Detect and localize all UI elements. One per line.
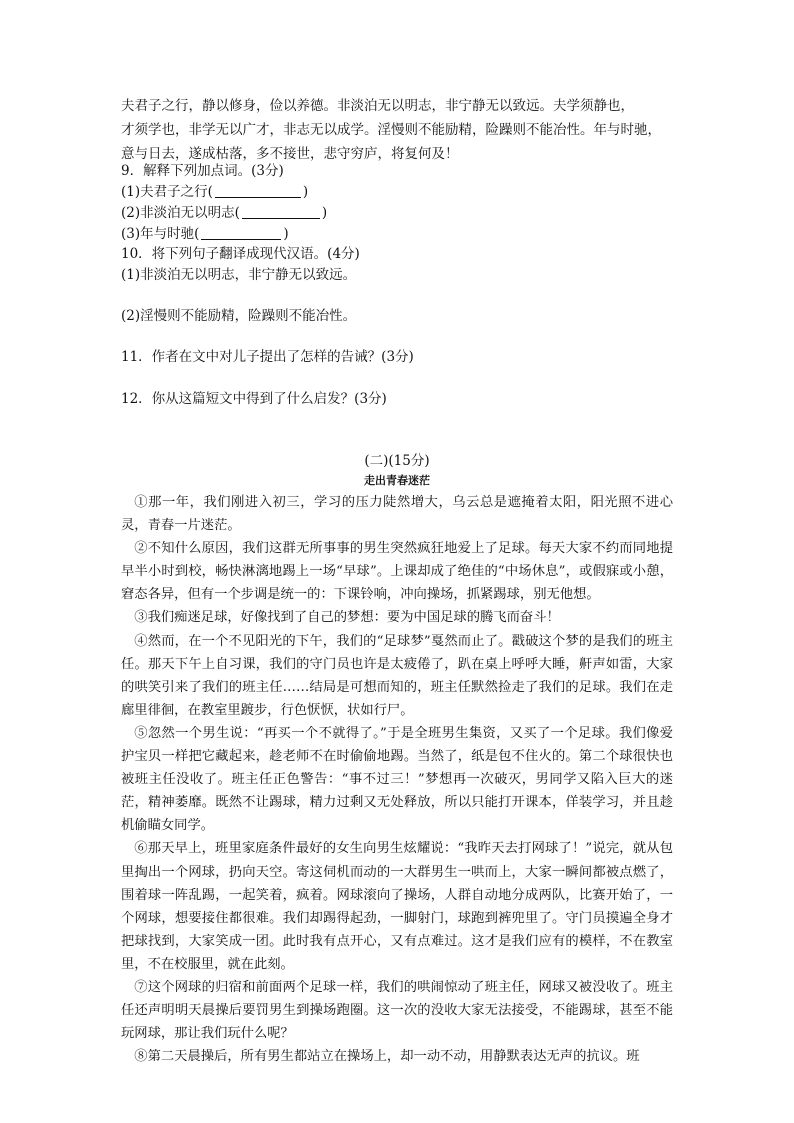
paragraph: ⑦这个网球的归宿和前面两个足球一样，我们的哄闹惊动了班主任，网球又被没收了。班主任还声明明天晨操后要罚男生到操场跑圈。这一次的没收大家无法接受，不能踢球，甚至不能玩网球，那让我们玩什么呢？ xyxy=(121,979,673,1042)
answer-blank[interactable] xyxy=(242,204,320,219)
paragraph: ③我们痴迷足球，好像找到了自己的梦想：要为中国足球的腾飞而奋斗！ xyxy=(134,610,560,626)
answer-blank[interactable] xyxy=(215,183,301,198)
passage-line: 才须学也，非学无以广才，非志无以成学。淫慢则不能励精，险躁则不能冶性。年与时驰， xyxy=(121,122,661,138)
close-paren: ) xyxy=(321,205,328,221)
item-text: (2)非淡泊无以明志( xyxy=(121,205,240,221)
paragraph: ⑥那天早上，班里家庭条件最好的女生向男生炫耀说：“我昨天去打网球了！”说完，就从包里掏出一个网球，扔向天空。寄这伺机而动的一大群男生一哄而上，大家一瞬间都被点燃了，围着球一阵乱踢，一起笑着，疯着。网球滚向了操场，人群自动地分成两队，比赛开始了，一个网球，想要接住都很难。我们却踢得起劲，一脚射门，球跑到裤兜里了。守门员摸遍全身才把球找到，大家笑成一团。此时我有点开心，又有点难过。这才是我们应有的模样，不在教室里，不在校服里，就在此刻。 xyxy=(121,841,673,972)
question-9-item-3 xyxy=(121,224,289,244)
question-10-item-1: (1)非淡泊无以明志，非宁静无以致远。 xyxy=(121,267,357,283)
section-heading: (二)(15分) xyxy=(364,453,430,469)
answer-blank[interactable] xyxy=(201,225,281,240)
article-body xyxy=(121,491,673,1068)
passage-line: 夫君子之行，静以修身，俭以养德。非淡泊无以明志，非宁静无以致远。夫学须静也， xyxy=(121,98,634,114)
classical-passage xyxy=(121,94,673,166)
question-9-item-1 xyxy=(121,182,308,202)
close-paren: ) xyxy=(302,184,309,200)
question-11: 11．作者在文中对儿子提出了怎样的告诫？(3分) xyxy=(121,349,414,365)
question-9-title: 9．解释下列加点词。(3分) xyxy=(121,163,284,179)
paragraph: ①那一年，我们刚进入初三，学习的压力陡然增大，乌云总是遮掩着太阳，阳光照不进心灵，青春一片迷茫。 xyxy=(121,495,673,534)
article-title: 走出青春迷茫 xyxy=(364,474,430,487)
item-text: (3)年与时驰( xyxy=(121,226,200,242)
paragraph: ②不知什么原因，我们这群无所事事的男生突然疯狂地爱上了足球。每天大家不约而同地提早半小时到校，畅快淋漓地踢上一场“早球”。上课却成了绝佳的“中场休息”，或假寐或小憩，窘态各异，但有一个步调是统一的：下课铃响，冲向操场，抓紧踢球，别无他想。 xyxy=(121,541,673,603)
question-12: 12．你从这篇短文中得到了什么启发？(3分) xyxy=(121,391,387,407)
passage-line: 意与日去，遂成枯落，多不接世，悲守穷庐，将复何及！ xyxy=(121,146,459,162)
question-10-item-2: (2)淫慢则不能励精，险躁则不能冶性。 xyxy=(121,308,357,324)
paragraph: ⑤忽然一个男生说：“再买一个不就得了。”于是全班男生集资，又买了一个足球。我们像爱护宝贝一样把它藏起来，趁老师不在时偷偷地踢。当然了，纸是包不住火的。第二个球很快也被班主任没收了。班主任正色警告：“事不过三！”梦想再一次破灭，男同学又陷入巨大的迷茫，精神萎靡。既然不让踢球，精力过剩又无处释放，所以只能打开课本，佯装学习，并且趁机偷瞄女同学。 xyxy=(121,725,673,834)
question-10-title: 10．将下列句子翻译成现代汉语。(4分) xyxy=(121,246,360,262)
paragraph: ⑧第二天晨操后，所有男生都站立在操场上，却一动不动，用静默表达无声的抗议。班 xyxy=(134,1049,640,1065)
close-paren: ) xyxy=(283,226,289,242)
paragraph: ④然而，在一个不见阳光的下午，我们的“足球梦”戛然而止了。戳破这个梦的是我们的班主任。那天下午上自习课，我们的守门员也许是太疲倦了，趴在桌上呼呼大睡，鼾声如雷，大家的哄笑引来了我们的班主任……结局是可想而知的，班主任默然捡走了我们的足球。我们在走廊里徘徊，在教室里踱步，行色恹恹，状如行尸。 xyxy=(121,633,673,718)
question-9-item-2 xyxy=(121,203,327,223)
item-text: (1)夫君子之行( xyxy=(121,184,213,200)
